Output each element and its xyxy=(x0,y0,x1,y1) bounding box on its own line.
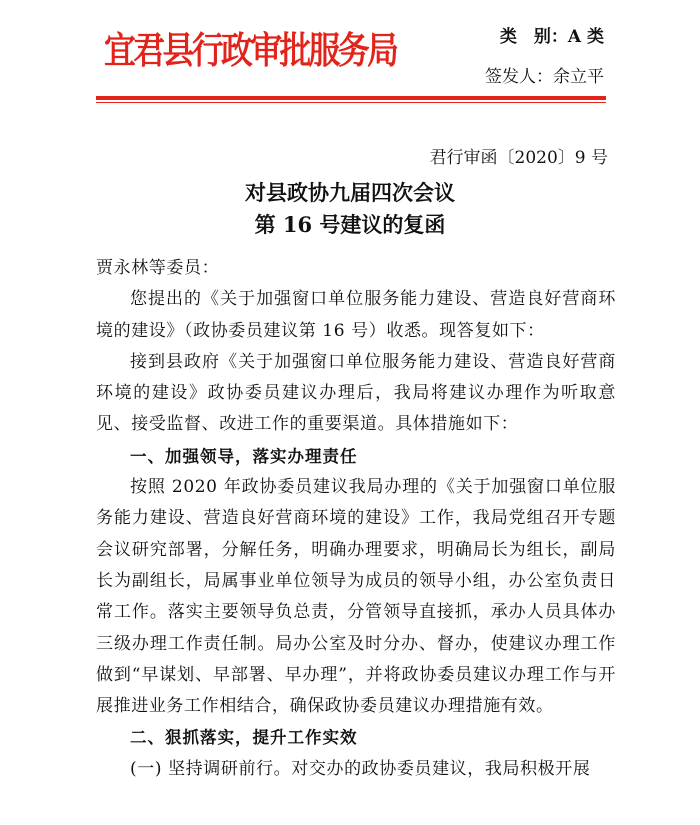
signer-line xyxy=(485,62,604,87)
letterhead xyxy=(0,0,700,100)
document-number: 君行审函〔2020〕9 号 xyxy=(429,148,608,168)
section-heading: 一、加强领导，落实办理责任 xyxy=(130,446,358,466)
salutation: 贾永林等委员： xyxy=(96,258,220,278)
red-divider-thick xyxy=(96,96,606,100)
organization-name: 宜君县行政审批服务局 xyxy=(104,28,397,72)
category-value: A 类 xyxy=(567,27,604,47)
document-body xyxy=(96,253,616,785)
signer-label: 签发人： xyxy=(485,67,553,87)
document-title-line2: 第 16 号建议的复函 xyxy=(254,212,446,237)
red-divider-thin xyxy=(96,102,606,103)
paragraph: 接到县政府《关于加强窗口单位服务能力建设、营造良好营商环境的建设》政协委员建议办理后，我局将建议办理作为听取意见、接受监督、改进工作的重要渠道。具体措施如下： xyxy=(96,351,616,435)
category-label: 类 别： xyxy=(499,27,568,47)
document-title-line1: 对县政协九届四次会议 xyxy=(245,180,455,205)
category-line xyxy=(500,22,604,47)
paragraph: (一) 坚持调研前行。对交办的政协委员建议，我局积极开展 xyxy=(130,758,591,779)
paragraph: 您提出的《关于加强窗口单位服务能力建设、营造良好营商环境的建设》（政协委员建议第 16 号）收悉。现答复如下： xyxy=(96,289,616,341)
paragraph: 按照 2020 年政协委员建议我局办理的《关于加强窗口单位服务能力建设、营造良好营商环境的建设》工作，我局党组召开专题会议研究部署，分解任务，明确办理要求，明确局长为组长，副局长为副组长，局属事业单位领导为成员的领导小组，办公室负责日常工作。落实主要领导负总责，分管领导直接抓，承办人员具体办三级办理工作责任制。局办公室及时分办、督办，使建议办理工作做到“早谋划、早部署、早办理”，并将政协委员建议办理工作与开展推进业务工作相结合，确保政协委员建议办理措施有效。 xyxy=(96,477,616,717)
signer-value: 余立平 xyxy=(553,67,604,87)
section-heading: 二、狠抓落实，提升工作实效 xyxy=(130,728,358,748)
